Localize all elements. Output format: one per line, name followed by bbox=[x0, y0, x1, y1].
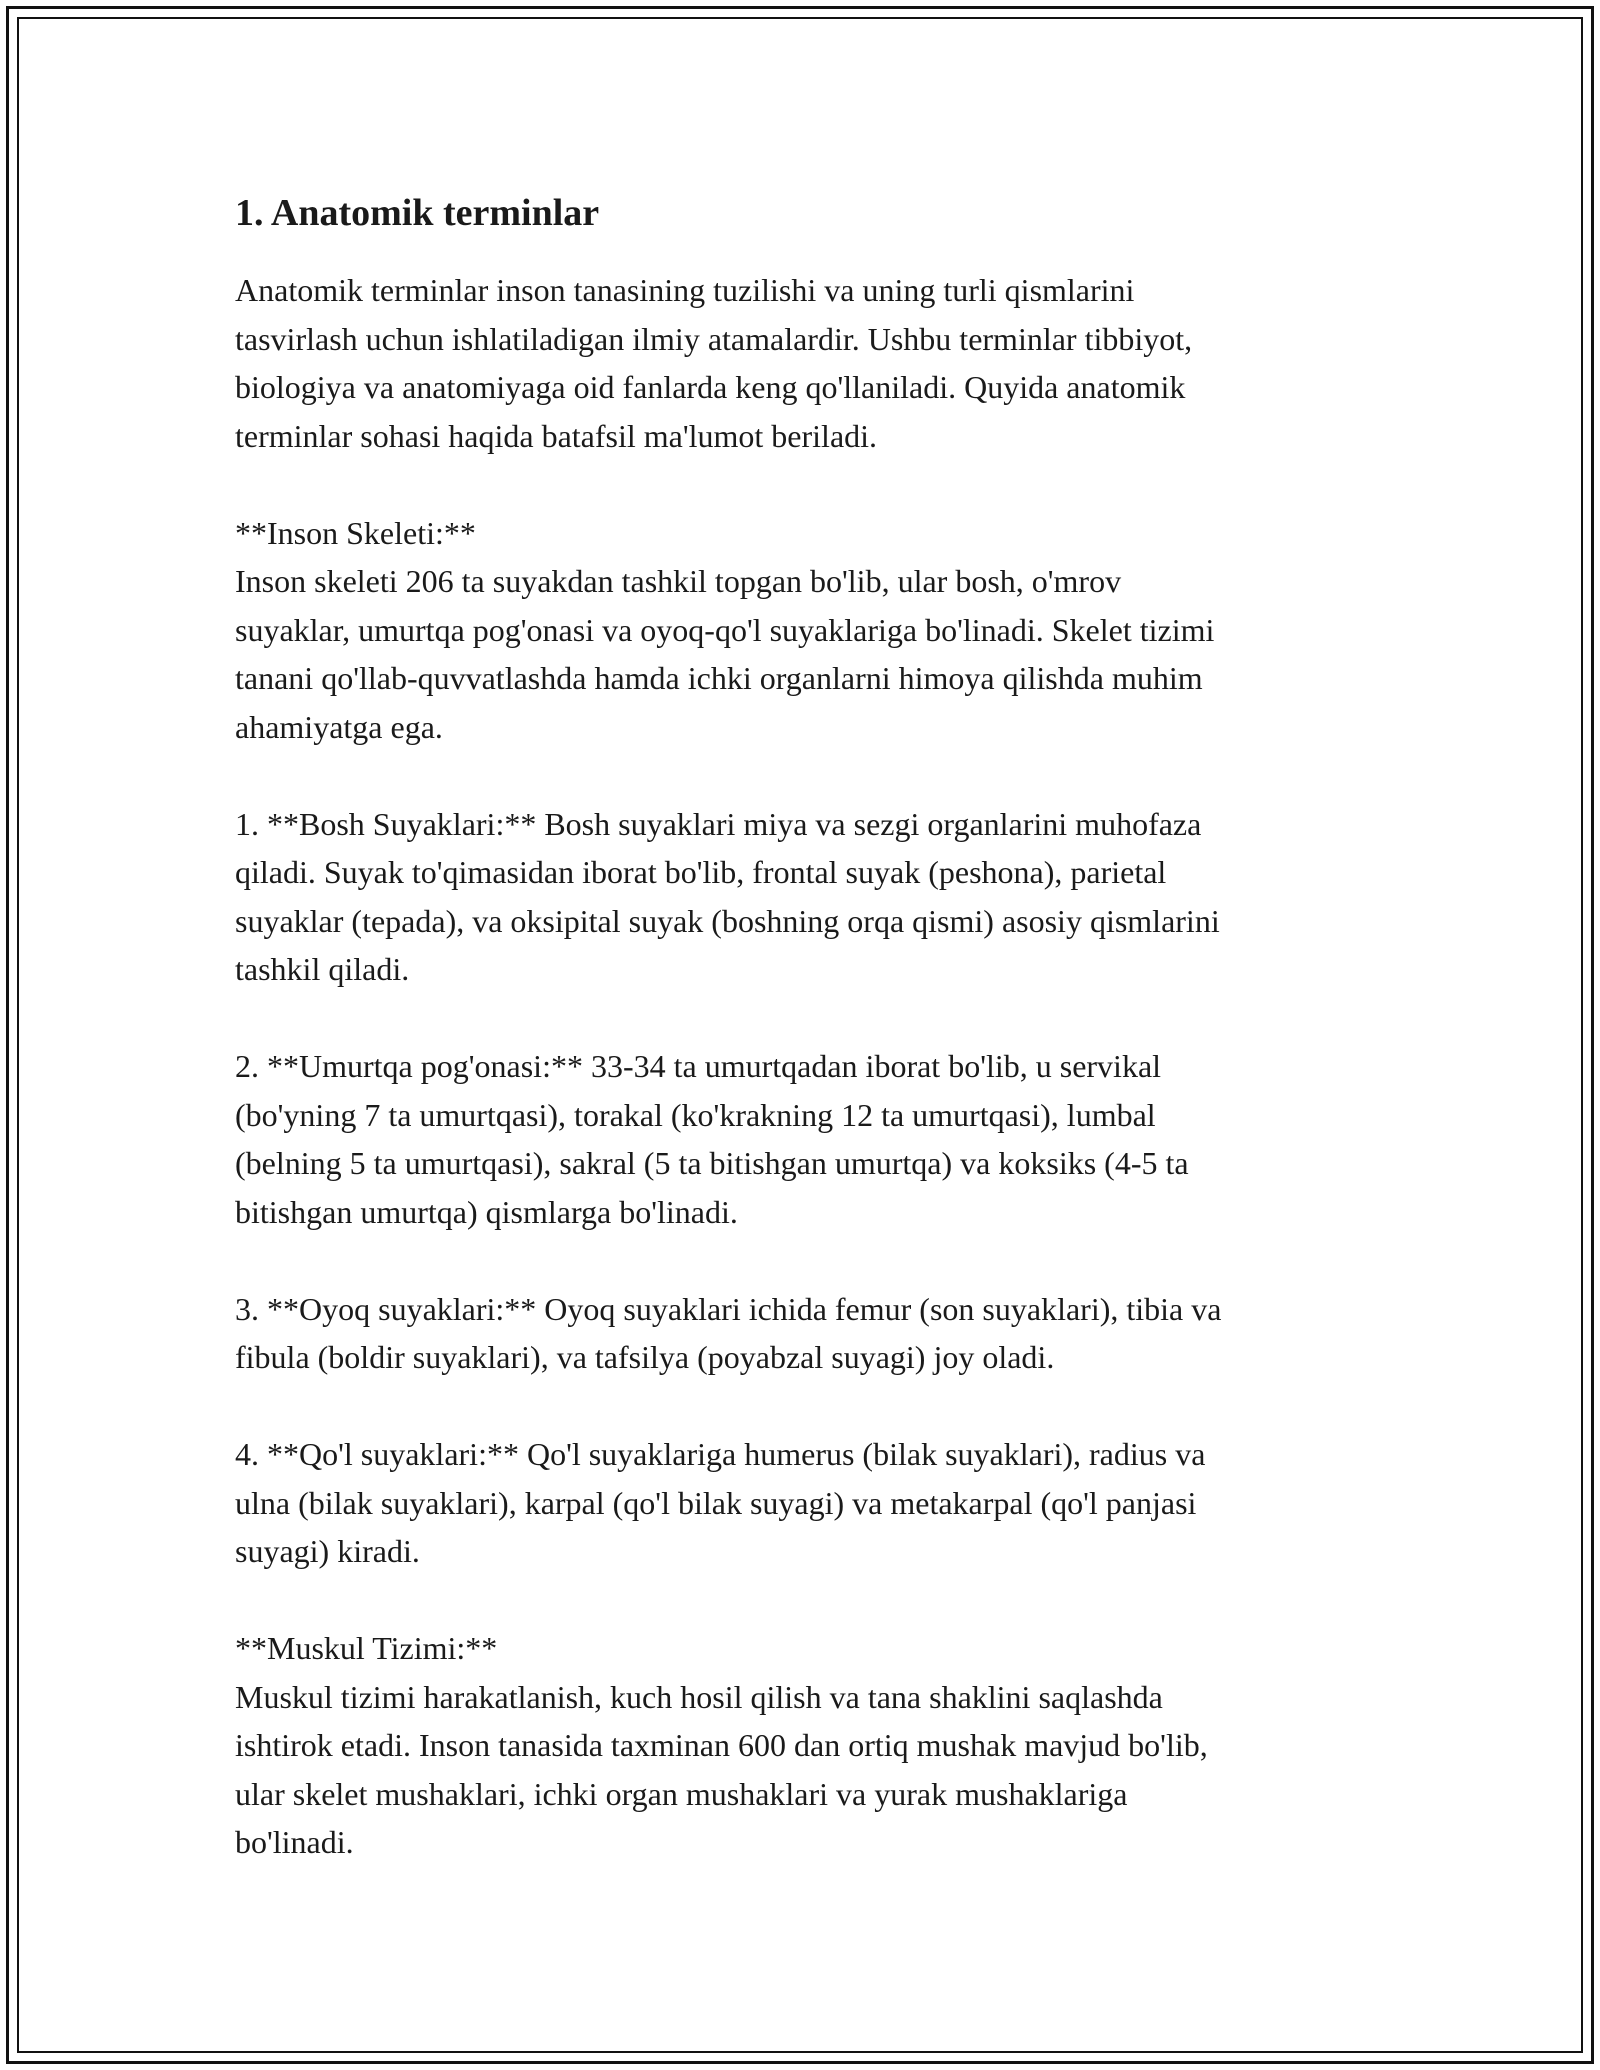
list-item: 4. **Qo'l suyaklari:** Qo'l suyaklariga humerus (bilak suyaklari), radius va ulna (bilak suyaklari), karpal (qo'l bilak suyagi) va metakarpal (qo'l panjasi suyagi) kiradi. bbox=[235, 1436, 1206, 1569]
paragraph-gap bbox=[235, 1236, 1380, 1285]
paragraph-gap bbox=[235, 1576, 1380, 1625]
paragraph-gap bbox=[235, 994, 1380, 1043]
document-title: 1. Anatomik terminlar bbox=[235, 192, 600, 234]
list-item: 2. **Umurtqa pog'onasi:** 33-34 ta umurtqadan iborat bo'lib, u servikal (bo'yning 7 ta umurtqasi), torakal (ko'krakning 12 ta umurtqasi), lumbal (belning 5 ta umurtqasi), sakral (5 ta bitishgan umurtqa) va koksiks (4-5 ta bitishgan umurtqa) qismlarga bo'linadi. bbox=[235, 1048, 1189, 1230]
document-body bbox=[235, 188, 1380, 1867]
paragraph-gap bbox=[235, 460, 1380, 509]
paragraph-gap bbox=[235, 751, 1380, 800]
paragraph-gap bbox=[235, 1382, 1380, 1431]
list-item: 1. **Bosh Suyaklari:** Bosh suyaklari miya va sezgi organlarini muhofaza qiladi. Suyak to'qimasidan iborat bo'lib, frontal suyak (peshona), parietal suyaklar (tepada), va oksipital suyak (boshning orqa qismi) asosiy qismlarini tashkil qiladi. bbox=[235, 805, 1220, 987]
skeleton-paragraph: Inson skeleti 206 ta suyakdan tashkil topgan bo'lib, ular bosh, o'mrov suyaklar, umurtqa pog'onasi va oyoq-qo'l suyaklariga bo'linadi. Skelet tizimi tanani qo'llab-quvvatlashda hamda ichki organlarni himoya qilishda muhim ahamiyatga ega. bbox=[235, 563, 1215, 745]
list-item: 3. **Oyoq suyaklari:** Oyoq suyaklari ichida femur (son suyaklari), tibia va fibula (boldir suyaklari), va tafsilya (poyabzal suyagi) joy oladi. bbox=[235, 1290, 1222, 1375]
intro-paragraph: Anatomik terminlar inson tanasining tuzilishi va uning turli qismlarini tasvirlash uchun ishlatiladigan ilmiy atamalardir. Ushbu terminlar tibbiyot, biologiya va anatomiyaga oid fanlarda keng qo'llaniladi. Quyida anatomik terminlar sohasi haqida batafsil ma'lumot beriladi. bbox=[235, 272, 1193, 454]
muscle-paragraph: Muskul tizimi harakatlanish, kuch hosil qilish va tana shaklini saqlashda ishtirok etadi. Inson tanasida taxminan 600 dan ortiq mushak mavjud bo'lib, ular skelet mushaklari, ichki organ mushaklari va yurak mushaklariga bo'linadi. bbox=[235, 1678, 1208, 1860]
muscle-heading: **Muskul Tizimi:** bbox=[235, 1630, 498, 1666]
skeleton-heading: **Inson Skeleti:** bbox=[235, 514, 476, 551]
